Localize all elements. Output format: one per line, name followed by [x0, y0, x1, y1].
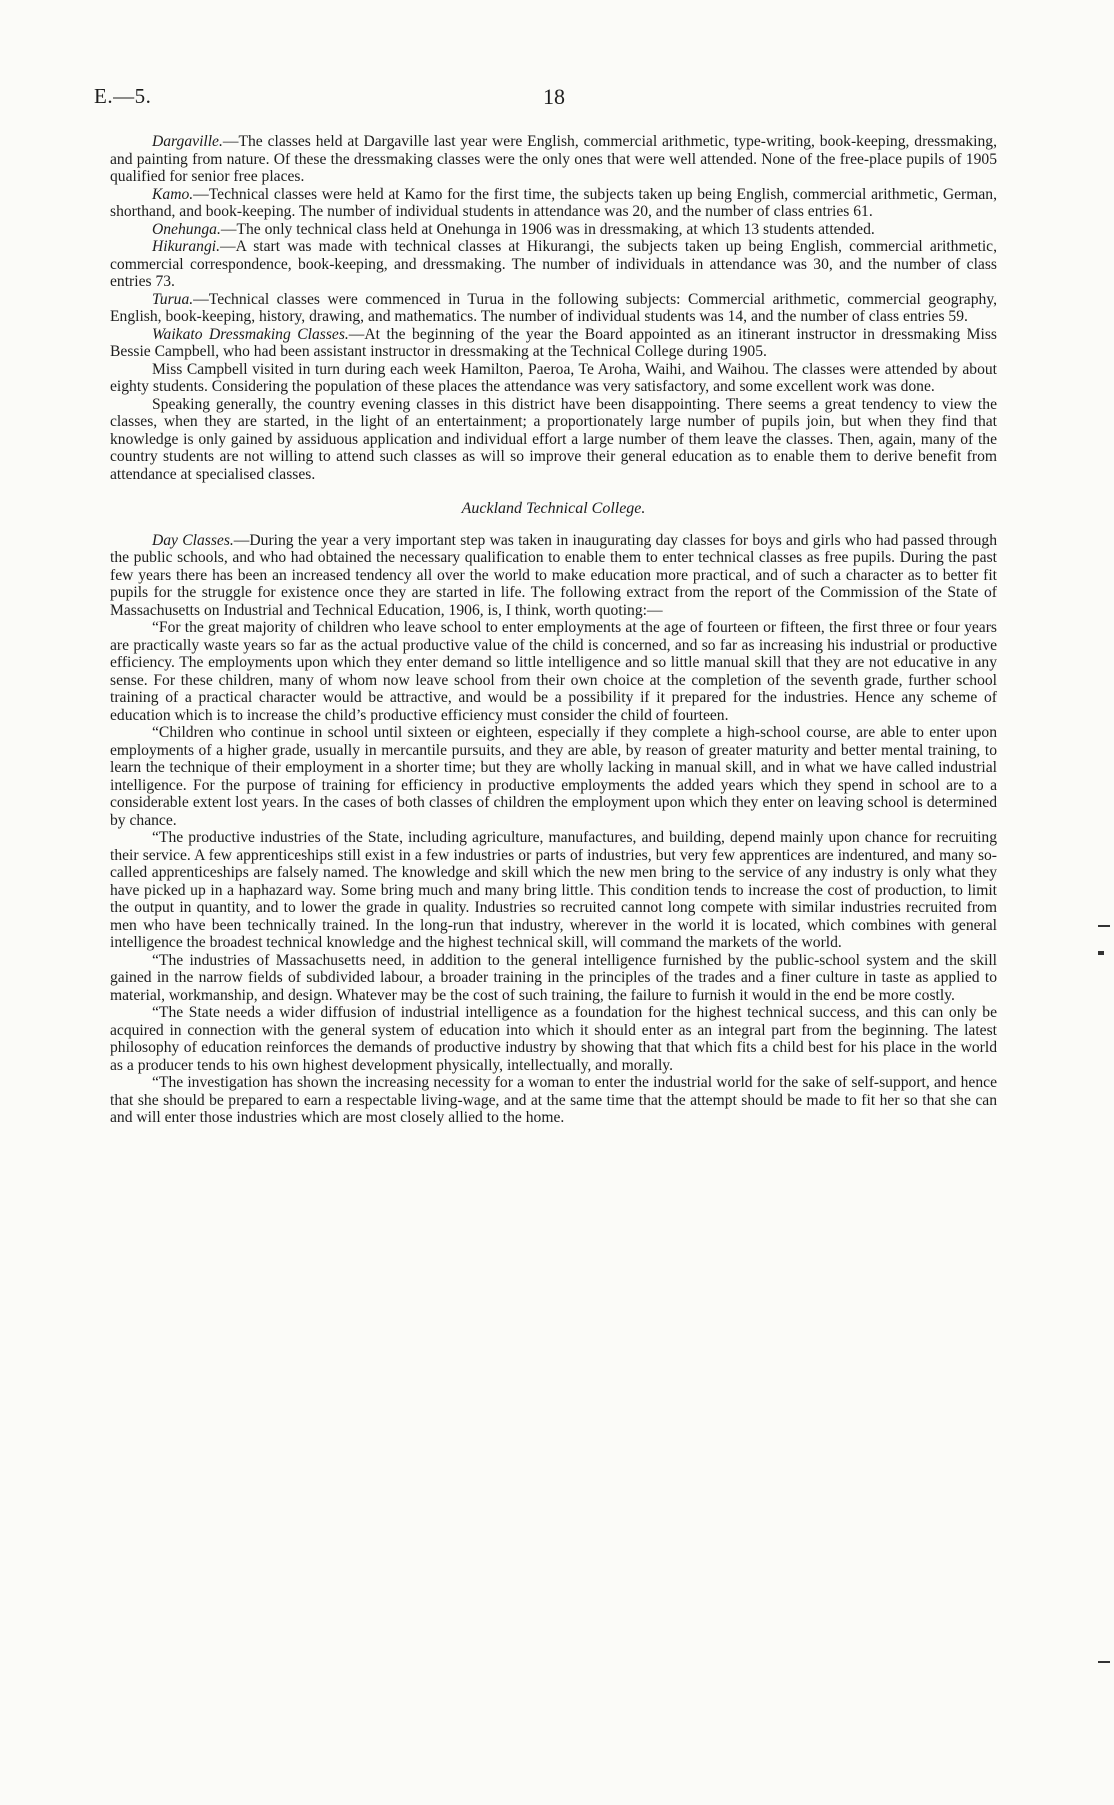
quote-paragraph: “Children who continue in school until sixteen or eighteen, especially if they complete a high-school course, are able to enter upon employments of a higher grade, usually in mercantile pursuits, and they are able, by reason of greater maturity and better mental training, to learn the technique of their employment in a shorter time; but they are wholly lacking in manual skill, and in what we have called industrial intelligence. For the purpose of training for efficiency in productive employments the added years which they spend in school are to a considerable extent lost years. In the cases of both classes of children the employment upon which they enter on leaving school is determined by chance. [110, 724, 997, 829]
paragraph-onehunga [110, 221, 997, 239]
quote-paragraph: “The industries of Massachusetts need, in addition to the general intelligence furnished by the public-school system and the skill gained in the narrow fields of subdivided labour, a broader training in the principles of the trades and a finer culture in taste as applied to material, workmanship, and design. Whatever may be the cost of such training, the failure to furnish it would in the end be more costly. [110, 951, 997, 1004]
paragraph-text: —Technical classes were commenced in Turua in the following subjects: Commercial arithmetic, commercial geography, English, book-keeping, history, drawing, and mathematics. The number of individual students was 14, and the number of class entries 59. [110, 290, 997, 325]
place-name: Dargaville. [152, 133, 223, 150]
paragraph-text: —At the beginning of the year the Board appointed as an itinerant instructor in dressmaking Miss Bessie Campbell, who had been assistant instructor in dressmaking at the Technical College during 1905. [110, 325, 997, 360]
paragraph-kamo [110, 186, 997, 221]
page-number: 18 [543, 84, 565, 109]
paragraph-text: —Technical classes were held at Kamo for the first time, the subjects taken up being English, commercial arithmetic, German, shorthand, and book-keeping. The number of individual students in attendance was 20, and the number of class entries 61. [110, 185, 997, 220]
paragraph-waikato [110, 326, 997, 361]
place-name: Kamo. [152, 185, 194, 203]
paragraph-dargaville [110, 133, 997, 186]
margin-mark [1098, 1661, 1110, 1663]
quote-paragraph: “The productive industries of the State, including agriculture, manufactures, and building, depend mainly upon chance for recruiting their service. A few apprenticeships still exist in a few industries or parts of industries, but very few apprentices are indentured, and many so-called apprenticeships are falsely named. The knowledge and skill which the new men bring to the service of any industry is only what they have picked up in a haphazard way. Some bring much and many bring little. This condition tends to increase the cost of production, to limit the output in quantity, and to lower the grade in quality. Industries so recruited cannot long compete with similar industries recruited from men who have been technically trained. In the long-run that industry, wherever in the world it is located, which combines with general intelligence the broadest technical knowledge and the highest technical skill, will command the markets of the world. [110, 829, 997, 951]
paragraph-general: Speaking generally, the country evening classes in this district have been disappointing. There seems a great tendency to view the classes, when they are started, in the light of an entertainment; a proportionately large number of pupils join, but when they find that knowledge is only gained by assiduous application and individual effort a large number of them leave the classes. Then, again, many of the country students are not willing to attend such classes as will so improve their general education as to enable them to derive benefit from attendance at specialised classes. [110, 395, 997, 483]
margin-mark [1098, 951, 1104, 955]
paragraph-hikurangi [110, 238, 997, 291]
paragraph-text: —During the year a very important step was taken in inaugurating day classes for boys and girls who had passed through the public schools, and who had obtained the necessary qualification to enable them to enter technical classes as free pupils. During the past few years there has been an increased tendency all over the world to make education more practical, and of such a character as to better fit pupils for the struggle for existence once they are started in life. The following extract from the report of the Commission of the State of Massachusetts on Industrial and Technical Education, 1906, is, I think, worth quoting:— [110, 531, 997, 619]
place-name: Onehunga. [152, 220, 221, 238]
document-body [110, 133, 997, 1127]
quote-paragraph: “The State needs a wider diffusion of industrial intelligence as a foundation for the highest technical success, and this can only be acquired in connection with the general system of education into which it should enter as an integral part from the beginning. The latest philosophy of education reinforces the demands of productive industry by showing that that which fits a child best for his place in the world as a producer tends to his own highest development physically, intellectually, and morally. [110, 1004, 997, 1074]
subsection-label: Day Classes. [152, 531, 234, 549]
paragraph-campbell: Miss Campbell visited in turn during each week Hamilton, Paeroa, Te Aroha, Waihi, and Waihou. The classes were attended by about eighty students. Considering the population of these places the attendance was very satisfactory, and some excellent work was done. [110, 360, 997, 395]
paragraph-day-classes [110, 532, 997, 620]
paragraph-text: —The classes held at Dargaville last year were English, commercial arithmetic, type-writing, book-keeping, dressmaking, and painting from nature. Of these the dressmaking classes were the only ones that were well attended. None of the free-place pupils of 1905 qualified for senior free places. [110, 133, 997, 185]
place-name: Hikurangi. [152, 238, 221, 255]
section-heading: Auckland Technical College. [461, 500, 646, 517]
document-reference: E.—5. [94, 84, 152, 108]
place-name: Waikato Dressmaking Classes. [152, 325, 349, 343]
paragraph-turua [110, 291, 997, 326]
quote-paragraph: “For the great majority of children who leave school to enter employments at the age of fourteen or fifteen, the first three or four years are practically waste years so far as the actual productive value of the child is concerned, and so far as increasing his industrial or productive efficiency. The employments upon which they enter demand so little intelligence and so little manual skill that they are not educative in any sense. For these children, many of whom now leave school from their own choice at the completion of the seventh grade, further school training of a practical character would be attractive, and would be a possibility if it prepared for the industries. Hence any scheme of education which is to increase the child’s productive efficiency must consider the child of fourteen. [110, 619, 997, 724]
paragraph-text: —The only technical class held at Onehunga in 1906 was in dressmaking, at which 13 students attended. [220, 220, 875, 238]
paragraph-text: —A start was made with technical classes at Hikurangi, the subjects taken up being English, commercial arithmetic, commercial correspondence, book-keeping, and dressmaking. The number of individuals in attendance was 30, and the number of class entries 73. [110, 238, 997, 290]
page-header [94, 84, 1014, 114]
quote-paragraph: “The investigation has shown the increasing necessity for a woman to enter the industrial world for the sake of self-support, and hence that she should be prepared to earn a respectable living-wage, and at the same time that the attempt should be made to fit her so that she can and will enter those industries which are most closely allied to the home. [110, 1074, 997, 1126]
place-name: Turua. [152, 290, 194, 308]
margin-mark [1098, 925, 1110, 927]
